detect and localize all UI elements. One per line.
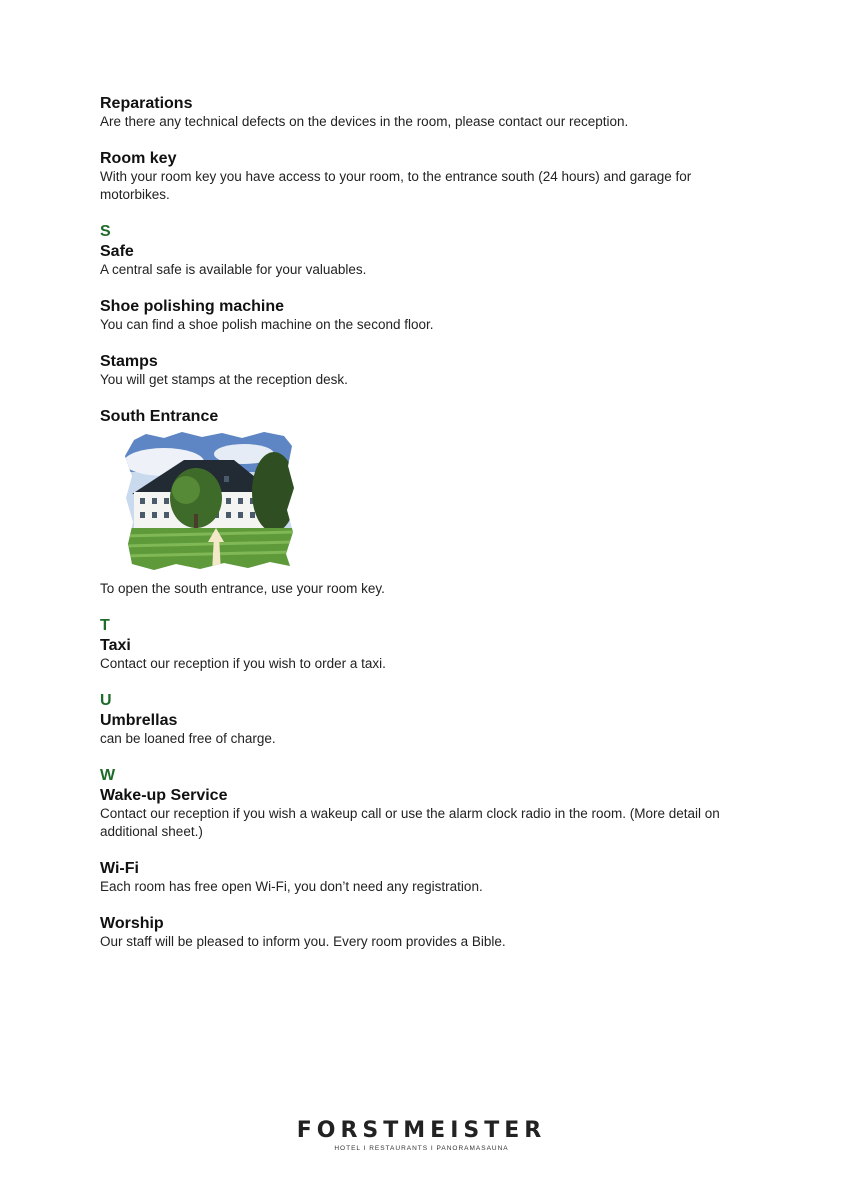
entry-text: You will get stamps at the reception desk.: [100, 372, 348, 387]
entry-title: Wake-up Service: [100, 787, 228, 804]
entry-text: can be loaned free of charge.: [100, 731, 276, 746]
entry-title: Wi-Fi: [100, 860, 139, 877]
entry-title: Worship: [100, 915, 164, 932]
section-letter-t: T: [100, 617, 110, 634]
entry-text: Our staff will be pleased to inform you. Every room provides a Bible.: [100, 934, 506, 949]
entry-stamps: [100, 352, 760, 389]
entry-title: Taxi: [100, 637, 131, 654]
section-letter-s: S: [100, 223, 111, 240]
entry-title: Safe: [100, 243, 134, 260]
entry-text: To open the south entrance, use your room key.: [100, 581, 385, 596]
entry-text: You can find a shoe polish machine on the second floor.: [100, 317, 434, 332]
brand-tagline: HOTEL I RESTAURANTS I PANORAMASAUNA: [334, 1145, 509, 1152]
entry-taxi: [100, 636, 760, 673]
entry-title: Stamps: [100, 353, 158, 370]
entry-text: Are there any technical defects on the devices in the room, please contact our reception.: [100, 114, 629, 129]
entry-title: Umbrellas: [100, 712, 178, 729]
entry-title: Room key: [100, 150, 177, 167]
brand-name: FORSTMEISTER: [296, 1118, 547, 1143]
entry-title: South Entrance: [100, 408, 219, 425]
entry-safe: [100, 242, 760, 279]
entry-text: Each room has free open Wi-Fi, you don’t need any registration.: [100, 879, 483, 894]
entry-umbrellas: [100, 711, 760, 748]
page-content: [100, 94, 760, 969]
entry-text: With your room key you have access to your room, to the entrance south (24 hours) and garage for motorbikes.: [100, 169, 692, 202]
entry-south-entrance: [100, 407, 760, 598]
section-letter-w: W: [100, 767, 116, 784]
footer-logo: [0, 1118, 843, 1152]
section-letter-u: U: [100, 692, 112, 709]
entry-worship: [100, 914, 760, 951]
entry-title: Shoe polishing machine: [100, 298, 285, 315]
hotel-building-image: [124, 432, 294, 572]
entry-shoe-polishing: [100, 297, 760, 334]
entry-text: A central safe is available for your valuables.: [100, 262, 367, 277]
entry-text: Contact our reception if you wish a wakeup call or use the alarm clock radio in the room. (More detail on additional sheet.): [100, 806, 720, 839]
entry-title: Reparations: [100, 95, 193, 112]
entry-room-key: [100, 149, 760, 204]
entry-wake-up: [100, 786, 760, 841]
hotel-photo: [124, 432, 294, 572]
entry-text: Contact our reception if you wish to order a taxi.: [100, 656, 386, 671]
entry-wifi: [100, 859, 760, 896]
entry-reparations: [100, 94, 760, 131]
